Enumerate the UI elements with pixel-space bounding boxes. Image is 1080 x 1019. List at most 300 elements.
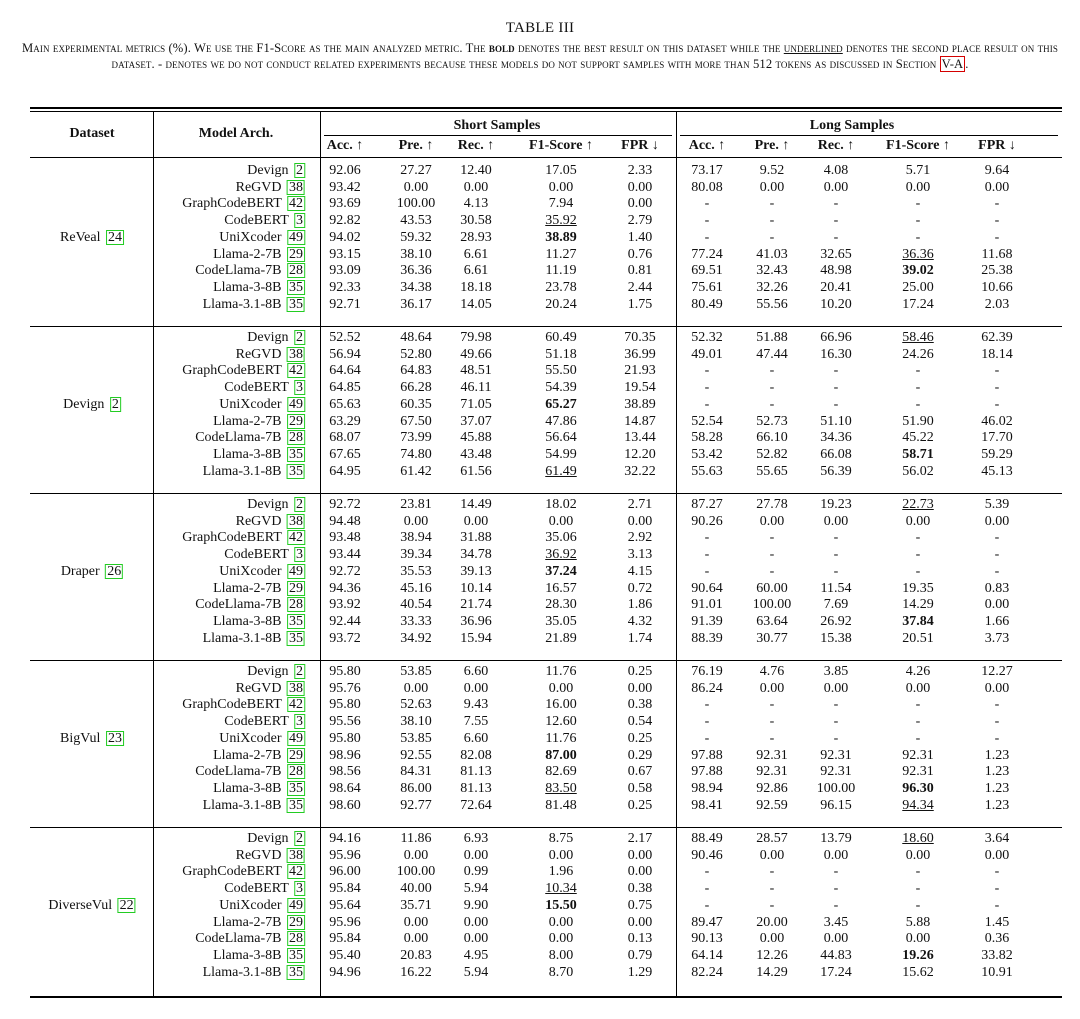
long-metric-cell: - [833, 697, 839, 713]
citation-link[interactable]: 23 [107, 730, 122, 746]
citation-link[interactable]: 42 [289, 864, 303, 880]
short-metric-cell: 54.99 [545, 446, 577, 462]
long-metric-cell: - [704, 881, 710, 897]
model-name: ReGVD [235, 680, 282, 696]
long-metric-cell: 96.15 [820, 797, 852, 813]
long-metric-cell: 0.00 [984, 513, 1010, 529]
short-metric-cell: 71.05 [460, 396, 492, 412]
long-metric-cell: 7.69 [823, 597, 849, 613]
citation-link[interactable]: 29 [289, 580, 303, 596]
long-metric-cell: - [769, 213, 775, 229]
citation-link[interactable]: 2 [111, 396, 119, 412]
short-metric-cell: 81.48 [545, 797, 577, 813]
model-name: Llama-3.1-8B [202, 797, 282, 813]
short-metric-cell: 93.42 [329, 179, 361, 195]
long-metric-cell: - [833, 714, 839, 730]
long-metric-cell: 88.49 [691, 831, 723, 846]
short-metric-cell: 94.16 [329, 831, 361, 846]
short-metric-cell: 38.10 [400, 246, 432, 262]
long-metric-cell: 62.39 [981, 330, 1013, 345]
long-metric-cell: 0.00 [984, 597, 1010, 613]
long-metric-cell: 0.00 [759, 931, 785, 947]
short-metric-cell: 65.63 [329, 396, 361, 412]
long-metric-cell: 55.63 [691, 463, 723, 479]
long-metric-cell: 77.24 [691, 246, 723, 262]
header-rule [30, 157, 1062, 158]
long-metric-cell: 18.14 [981, 346, 1013, 362]
short-metric-cell: 95.84 [329, 931, 361, 947]
long-metric-cell: 17.24 [820, 964, 852, 980]
long-metric-cell: 1.66 [984, 613, 1010, 629]
model-name: Llama-2-7B [213, 580, 282, 596]
short-header-metric: FPR ↓ [621, 138, 659, 153]
long-metric-cell: 0.83 [984, 580, 1010, 596]
short-metric-cell: 15.94 [460, 630, 492, 646]
table-title: TABLE III [505, 20, 575, 36]
short-metric-cell: 8.70 [548, 964, 574, 980]
citation-link[interactable]: 24 [107, 229, 122, 245]
citation-link[interactable]: 29 [289, 413, 303, 429]
long-metric-cell: - [704, 547, 710, 563]
long-metric-cell: - [915, 697, 921, 713]
citation-link[interactable]: 2 [296, 497, 303, 512]
long-metric-cell: 92.86 [756, 780, 788, 796]
long-metric-cell: 0.00 [984, 847, 1010, 863]
model-name: CodeBERT [224, 380, 289, 396]
citation-link[interactable]: 26 [107, 563, 122, 579]
short-metric-cell: 1.86 [627, 597, 653, 613]
short-metric-cell: 4.15 [627, 563, 653, 579]
citation-link[interactable]: 38 [289, 847, 303, 863]
long-metric-cell: 56.39 [820, 463, 852, 479]
long-metric-cell: 59.29 [981, 446, 1013, 462]
short-metric-cell: 43.53 [400, 213, 432, 229]
long-metric-cell: - [704, 697, 710, 713]
long-metric-cell: - [769, 196, 775, 212]
short-metric-cell: 65.27 [545, 396, 577, 412]
model-name-cell [213, 614, 305, 630]
long-metric-cell: 12.27 [981, 664, 1013, 679]
long-metric-cell: 19.35 [902, 580, 934, 596]
long-metric-cell: 86.24 [691, 680, 723, 696]
long-metric-cell: - [915, 229, 921, 245]
short-metric-cell: 0.00 [463, 914, 489, 930]
long-metric-cell: - [704, 530, 710, 546]
short-metric-cell: 79.98 [460, 330, 492, 345]
short-metric-cell: 2.44 [627, 279, 653, 295]
long-metric-cell: 41.03 [756, 246, 788, 262]
long-metric-cell: - [915, 396, 921, 412]
citation-link[interactable]: 35 [289, 296, 303, 312]
long-metric-cell: 51.88 [756, 330, 788, 345]
short-metric-cell: 68.07 [329, 430, 361, 446]
model-name: Llama-3-8B [213, 613, 282, 629]
citation-link[interactable]: 38 [289, 346, 303, 362]
long-header-metric: F1-Score ↑ [886, 138, 950, 153]
long-metric-cell: - [704, 363, 710, 379]
long-metric-cell: 16.30 [820, 346, 852, 362]
long-header-metric: Pre. ↑ [754, 138, 790, 153]
model-name: Llama-3.1-8B [202, 463, 282, 479]
short-metric-cell: 0.13 [627, 931, 653, 947]
long-metric-cell: - [833, 881, 839, 897]
long-metric-cell: - [769, 563, 775, 579]
citation-link[interactable]: 3 [296, 714, 303, 730]
short-metric-cell: 94.96 [329, 964, 361, 980]
model-name-cell [236, 848, 305, 864]
citation-link[interactable]: 35 [289, 780, 303, 796]
model-name-cell [195, 430, 305, 446]
long-metric-cell: 91.39 [691, 613, 723, 629]
short-metric-cell: 34.78 [460, 547, 492, 563]
long-metric-cell: 0.00 [759, 847, 785, 863]
long-metric-cell: 52.54 [691, 413, 723, 429]
short-metric-cell: 55.50 [545, 363, 577, 379]
short-metric-cell: 74.80 [400, 446, 432, 462]
header-dataset: Dataset [69, 126, 115, 141]
long-metric-cell: 15.38 [820, 630, 852, 646]
citation-link[interactable]: 42 [289, 697, 303, 713]
short-metric-cell: 63.29 [329, 413, 361, 429]
long-metric-cell: 0.00 [984, 179, 1010, 195]
citation-link[interactable]: 38 [289, 513, 303, 529]
short-metric-cell: 2.71 [627, 497, 653, 512]
model-name: GraphCodeBERT [182, 864, 282, 880]
long-metric-cell: - [994, 196, 1000, 212]
long-metric-cell: - [704, 229, 710, 245]
short-metric-cell: 95.80 [329, 730, 361, 746]
short-metric-cell: 4.95 [463, 947, 489, 963]
long-metric-cell: 2.03 [984, 296, 1010, 312]
long-metric-cell: - [704, 396, 710, 412]
short-metric-cell: 27.27 [400, 163, 432, 178]
short-metric-cell: 92.82 [329, 213, 361, 229]
long-metric-cell: - [994, 563, 1000, 579]
citation-link[interactable]: 49 [289, 229, 303, 245]
short-metric-cell: 81.13 [460, 780, 492, 796]
short-metric-cell: 67.65 [329, 446, 361, 462]
short-metric-cell: 10.14 [460, 580, 492, 596]
model-name: UniXcoder [219, 897, 282, 913]
model-name: CodeLlama-7B [195, 263, 282, 279]
model-name-cell [247, 497, 305, 513]
long-metric-cell: 66.10 [756, 430, 788, 446]
short-metric-cell: 95.80 [329, 697, 361, 713]
citation-link[interactable]: 3 [296, 547, 303, 563]
long-metric-cell: - [833, 380, 839, 396]
short-metric-cell: 11.27 [545, 246, 577, 262]
short-metric-cell: 81.13 [460, 764, 492, 780]
dataset-label [60, 230, 124, 246]
long-metric-cell: 32.43 [756, 263, 788, 279]
model-name-cell [182, 196, 305, 212]
short-metric-cell: 73.99 [400, 430, 432, 446]
header-short-samples: Short Samples [453, 118, 541, 133]
citation-link[interactable]: 22 [119, 897, 134, 913]
short-metric-cell: 45.16 [400, 580, 432, 596]
model-name-cell [182, 363, 305, 379]
long-metric-cell: 33.82 [981, 947, 1013, 963]
short-metric-cell: 38.89 [624, 396, 656, 412]
long-metric-cell: 44.83 [820, 947, 852, 963]
header-long-samples: Long Samples [809, 118, 895, 133]
citation-link[interactable]: 2 [296, 330, 303, 345]
citation-link[interactable]: 3 [296, 380, 303, 396]
citation-link[interactable]: 29 [289, 914, 303, 930]
long-metric-cell: - [769, 697, 775, 713]
short-metric-cell: 0.00 [403, 513, 429, 529]
long-metric-cell: - [915, 730, 921, 746]
short-metric-cell: 36.96 [460, 613, 492, 629]
model-name: Llama-3.1-8B [202, 630, 282, 646]
short-metric-cell: 0.25 [627, 797, 653, 813]
long-metric-cell: 88.39 [691, 630, 723, 646]
model-name: CodeLlama-7B [195, 764, 282, 780]
short-metric-cell: 98.56 [329, 764, 361, 780]
short-metric-cell: 70.35 [624, 330, 656, 345]
long-metric-cell: 36.36 [902, 246, 934, 262]
long-metric-cell: 32.26 [756, 279, 788, 295]
citation-link[interactable]: 49 [289, 396, 303, 412]
short-metric-cell: 9.90 [463, 897, 489, 913]
model-name: Llama-2-7B [213, 914, 282, 930]
short-metric-cell: 56.94 [329, 346, 361, 362]
long-metric-cell: - [769, 229, 775, 245]
short-metric-cell: 11.86 [400, 831, 432, 846]
long-samples-underline [680, 135, 1058, 136]
citation-link[interactable]: 28 [289, 263, 303, 279]
long-metric-cell: 24.26 [902, 346, 934, 362]
long-header-metric: Rec. ↑ [817, 138, 855, 153]
short-metric-cell: 92.77 [400, 797, 432, 813]
model-name: CodeLlama-7B [195, 430, 282, 446]
short-header-metric: Pre. ↑ [398, 138, 434, 153]
long-metric-cell: 92.31 [902, 764, 934, 780]
short-metric-cell: 14.87 [624, 413, 656, 429]
citation-link[interactable]: 42 [289, 363, 303, 379]
citation-link[interactable]: 28 [289, 764, 303, 780]
long-metric-cell: 1.23 [984, 780, 1010, 796]
citation-link[interactable]: 35 [289, 463, 303, 479]
citation-link[interactable]: 28 [289, 931, 303, 947]
short-metric-cell: 39.34 [400, 547, 432, 563]
long-metric-cell: 10.20 [820, 296, 852, 312]
short-metric-cell: 0.00 [627, 864, 653, 880]
long-metric-cell: 26.92 [820, 613, 852, 629]
citation-link[interactable]: 28 [289, 430, 303, 446]
short-metric-cell: 87.00 [545, 747, 577, 763]
long-metric-cell: - [915, 380, 921, 396]
short-metric-cell: 1.74 [627, 630, 653, 646]
long-metric-cell: 63.64 [756, 613, 788, 629]
citation-link[interactable]: 49 [289, 730, 303, 746]
citation-link[interactable]: 35 [289, 964, 303, 980]
model-name-cell [213, 247, 305, 263]
short-metric-cell: 4.32 [627, 613, 653, 629]
model-name-cell [247, 163, 305, 179]
citation-link[interactable]: 28 [289, 597, 303, 613]
model-name-cell [224, 213, 305, 229]
short-metric-cell: 16.57 [545, 580, 577, 596]
short-metric-cell: 38.94 [400, 530, 432, 546]
citation-link[interactable]: 35 [289, 947, 303, 963]
caption-part3: denotes the second place result on this dataset. - denotes we do not conduct related experiments because these models do not support samples with more than 512 tokens as discussed in Section [111, 41, 1058, 71]
model-name: Devign [247, 831, 289, 846]
model-name: GraphCodeBERT [182, 363, 282, 379]
long-metric-cell: 28.57 [756, 831, 788, 846]
long-metric-cell: 96.30 [902, 780, 934, 796]
long-metric-cell: 69.51 [691, 263, 723, 279]
long-metric-cell: 48.98 [820, 263, 852, 279]
long-metric-cell: 76.19 [691, 664, 723, 679]
short-metric-cell: 59.32 [400, 229, 432, 245]
long-metric-cell: 64.14 [691, 947, 723, 963]
citation-link[interactable]: 2 [296, 664, 303, 679]
citation-link[interactable]: 35 [289, 279, 303, 295]
model-name-cell [203, 297, 305, 313]
top-rule [30, 107, 1062, 109]
citation-link[interactable]: 3 [296, 213, 303, 229]
short-metric-cell: 64.83 [400, 363, 432, 379]
citation-link[interactable]: 35 [289, 613, 303, 629]
short-metric-cell: 0.00 [548, 179, 574, 195]
long-metric-cell: - [833, 229, 839, 245]
long-metric-cell: 100.00 [816, 780, 856, 796]
model-name-cell [224, 547, 305, 563]
short-metric-cell: 8.00 [548, 947, 574, 963]
short-metric-cell: 48.64 [400, 330, 432, 345]
short-metric-cell: 0.25 [627, 664, 653, 679]
citation-link[interactable]: 2 [296, 831, 303, 846]
citation-link[interactable]: 49 [289, 563, 303, 579]
model-name: Llama-3.1-8B [202, 964, 282, 980]
caption-part2: denotes the best result on this dataset while the [514, 41, 784, 55]
short-metric-cell: 18.02 [545, 497, 577, 512]
long-metric-cell: 3.85 [823, 664, 849, 679]
model-name-cell [247, 330, 305, 346]
long-metric-cell: 3.64 [984, 831, 1010, 846]
long-metric-cell: - [915, 530, 921, 546]
citation-link[interactable]: 35 [289, 446, 303, 462]
model-name-cell [219, 564, 305, 580]
model-name: CodeBERT [224, 213, 289, 229]
short-metric-cell: 86.00 [400, 780, 432, 796]
citation-link[interactable]: 38 [289, 680, 303, 696]
long-metric-cell: 10.66 [981, 279, 1013, 295]
short-metric-cell: 60.49 [545, 330, 577, 345]
short-metric-cell: 0.00 [627, 914, 653, 930]
citation-link[interactable]: 42 [289, 530, 303, 546]
long-metric-cell: 25.38 [981, 263, 1013, 279]
long-metric-cell: 18.60 [902, 831, 934, 846]
short-metric-cell: 93.92 [329, 597, 361, 613]
short-header-metric: F1-Score ↑ [529, 138, 593, 153]
long-metric-cell: 39.02 [902, 263, 934, 279]
long-metric-cell: 0.00 [905, 680, 931, 696]
citation-link[interactable]: 29 [289, 747, 303, 763]
model-name-cell [195, 931, 305, 947]
long-metric-cell: 47.44 [756, 346, 788, 362]
long-metric-cell: - [994, 380, 1000, 396]
long-metric-cell: - [833, 897, 839, 913]
model-name: UniXcoder [219, 563, 282, 579]
long-metric-cell: 20.00 [756, 914, 788, 930]
model-name: ReGVD [235, 847, 282, 863]
long-metric-cell: 20.51 [902, 630, 934, 646]
short-metric-cell: 52.80 [400, 346, 432, 362]
long-metric-cell: 53.42 [691, 446, 723, 462]
citation-link[interactable]: 2 [296, 163, 303, 178]
short-metric-cell: 0.00 [463, 847, 489, 863]
long-metric-cell: 92.31 [820, 764, 852, 780]
model-name-cell [236, 347, 305, 363]
short-metric-cell: 2.33 [627, 163, 653, 178]
citation-link[interactable]: 38 [289, 179, 303, 195]
short-metric-cell: 92.33 [329, 279, 361, 295]
short-metric-cell: 93.69 [329, 196, 361, 212]
short-metric-cell: 46.11 [460, 380, 492, 396]
short-metric-cell: 1.96 [548, 864, 574, 880]
model-name-cell [213, 581, 305, 597]
model-name: CodeBERT [224, 881, 289, 897]
long-metric-cell: 100.00 [752, 597, 792, 613]
long-metric-cell: - [915, 563, 921, 579]
long-metric-cell: 58.46 [902, 330, 934, 345]
long-metric-cell: 20.41 [820, 279, 852, 295]
citation-link[interactable]: 35 [289, 797, 303, 813]
long-metric-cell: - [994, 697, 1000, 713]
citation-link[interactable]: 3 [296, 881, 303, 897]
short-metric-cell: 12.20 [624, 446, 656, 462]
short-metric-cell: 9.43 [463, 697, 489, 713]
short-metric-cell: 11.76 [545, 664, 577, 679]
model-name: Devign [247, 664, 289, 679]
long-metric-cell: 97.88 [691, 764, 723, 780]
model-name-cell [213, 414, 305, 430]
short-metric-cell: 0.72 [627, 580, 653, 596]
dataset-name: ReVeal [60, 229, 101, 245]
short-metric-cell: 0.00 [548, 680, 574, 696]
long-metric-cell: 17.24 [902, 296, 934, 312]
short-metric-cell: 92.06 [329, 163, 361, 178]
long-metric-cell: - [769, 530, 775, 546]
short-metric-cell: 36.36 [400, 263, 432, 279]
divider-dataset [153, 112, 154, 996]
short-metric-cell: 19.54 [624, 380, 656, 396]
model-name-cell [213, 781, 305, 797]
long-metric-cell: - [833, 213, 839, 229]
long-metric-cell: 0.00 [759, 513, 785, 529]
short-metric-cell: 16.00 [545, 697, 577, 713]
citation-link[interactable]: 49 [289, 897, 303, 913]
short-metric-cell: 17.05 [545, 163, 577, 178]
long-metric-cell: - [994, 396, 1000, 412]
short-metric-cell: 95.56 [329, 714, 361, 730]
citation-link[interactable]: 35 [289, 630, 303, 646]
long-metric-cell: 92.59 [756, 797, 788, 813]
long-metric-cell: - [704, 213, 710, 229]
divider-short-long [676, 112, 677, 996]
short-metric-cell: 60.35 [400, 396, 432, 412]
long-metric-cell: 0.00 [905, 931, 931, 947]
citation-link[interactable]: 29 [289, 246, 303, 262]
model-name: Llama-3-8B [213, 446, 282, 462]
citation-link[interactable]: 42 [289, 196, 303, 212]
short-metric-cell: 23.81 [400, 497, 432, 512]
short-metric-cell: 95.80 [329, 664, 361, 679]
section-link[interactable]: V-A [941, 57, 964, 71]
long-metric-cell: 5.39 [984, 497, 1010, 512]
